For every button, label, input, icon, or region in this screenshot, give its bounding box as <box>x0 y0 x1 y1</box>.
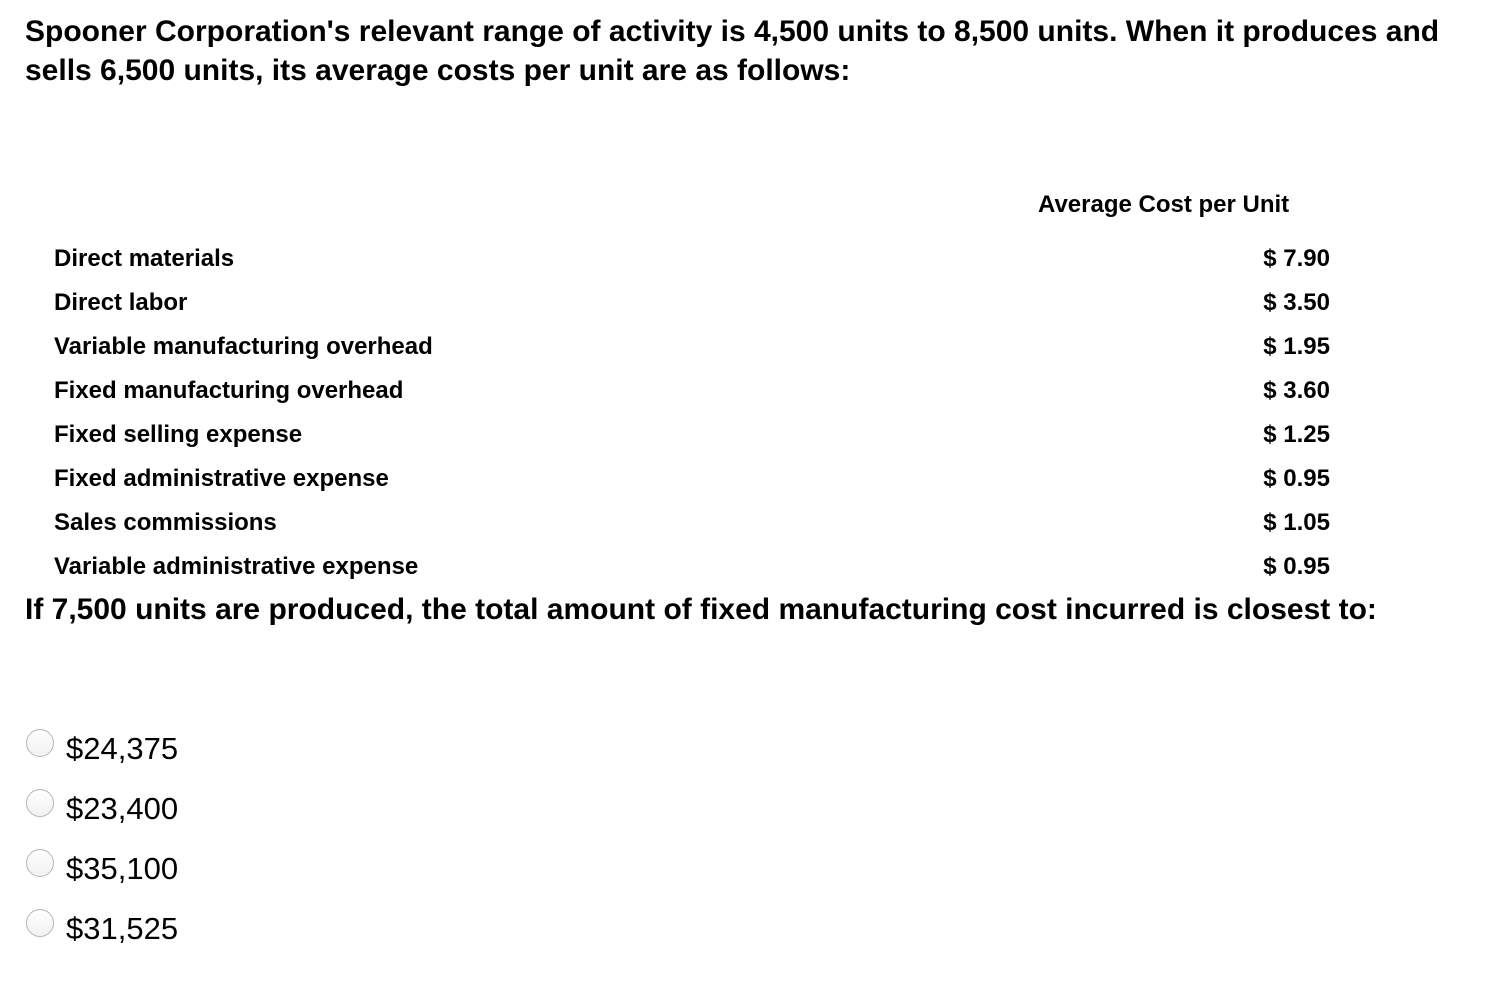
answer-option-1[interactable] <box>26 719 178 779</box>
cost-value: $ 3.60 <box>1263 377 1330 404</box>
answer-option-3[interactable] <box>26 839 178 899</box>
answer-option-2[interactable] <box>26 779 178 839</box>
answer-option-label[interactable]: $31,525 <box>66 911 179 946</box>
radio-button[interactable] <box>26 909 54 937</box>
radio-button[interactable] <box>26 849 54 877</box>
column-header-average-cost: Average Cost per Unit <box>1038 191 1290 218</box>
cost-value: $ 1.05 <box>1263 509 1330 536</box>
answer-option-4[interactable] <box>26 899 178 959</box>
cost-value: $ 3.50 <box>1263 289 1330 316</box>
cost-row-sales-commissions <box>54 501 1330 545</box>
problem-intro: Spooner Corporation's relevant range of activity is 4,500 units to 8,500 units. When it produces and sells 6,500 units, its average costs per unit are as follows: <box>25 15 1440 87</box>
radio-button[interactable] <box>26 729 54 757</box>
cost-label: Variable manufacturing overhead <box>54 333 433 360</box>
cost-value: $ 0.95 <box>1263 553 1330 580</box>
radio-button[interactable] <box>26 789 54 817</box>
cost-table <box>54 237 1330 589</box>
cost-row-fixed-manufacturing-overhead <box>54 369 1330 413</box>
cost-label: Direct labor <box>54 289 188 316</box>
cost-row-direct-labor <box>54 281 1330 325</box>
cost-label: Variable administrative expense <box>54 553 419 580</box>
cost-value: $ 1.25 <box>1263 421 1330 448</box>
cost-row-direct-materials <box>54 237 1330 281</box>
cost-value: $ 0.95 <box>1263 465 1330 492</box>
cost-label: Direct materials <box>54 245 235 272</box>
answer-option-label[interactable]: $35,100 <box>66 851 179 886</box>
cost-row-variable-manufacturing-overhead <box>54 325 1330 369</box>
answer-option-label[interactable]: $23,400 <box>66 791 179 826</box>
cost-value: $ 7.90 <box>1263 245 1330 272</box>
question-text: If 7,500 units are produced, the total amount of fixed manufacturing cost incurred is closest to: <box>25 593 1377 626</box>
cost-label: Sales commissions <box>54 509 277 536</box>
cost-row-fixed-administrative-expense <box>54 457 1330 501</box>
answer-option-label[interactable]: $24,375 <box>66 731 179 766</box>
cost-label: Fixed selling expense <box>54 421 303 448</box>
cost-label: Fixed administrative expense <box>54 465 389 492</box>
cost-label: Fixed manufacturing overhead <box>54 377 404 404</box>
cost-value: $ 1.95 <box>1263 333 1330 360</box>
cost-row-fixed-selling-expense <box>54 413 1330 457</box>
cost-row-variable-administrative-expense <box>54 545 1330 589</box>
answer-options <box>26 719 178 959</box>
